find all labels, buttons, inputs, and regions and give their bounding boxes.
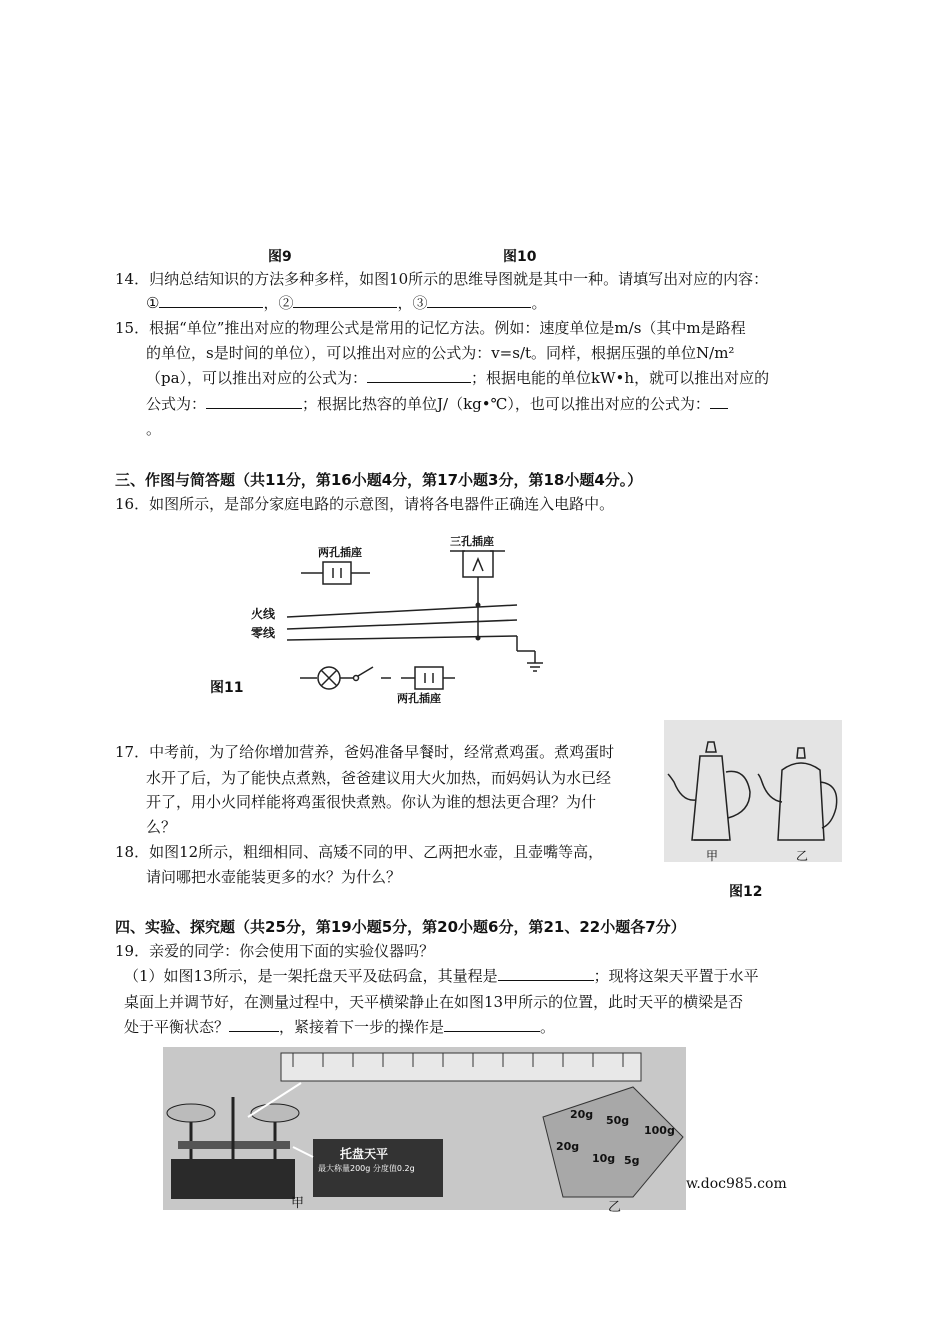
- q15-blank-heat[interactable]: [710, 394, 728, 409]
- fig12-jia-caption: 甲: [706, 849, 719, 863]
- q14-mark1: ①: [146, 294, 160, 312]
- fig13-weight-5: 10g: [592, 1152, 616, 1165]
- q15-blank-energy[interactable]: [206, 394, 302, 409]
- q19-line1: 19．亲爱的同学：你会使用下面的实验仪器吗？: [115, 942, 435, 960]
- figure-13-image: [163, 1047, 686, 1210]
- q19-blank-next-step[interactable]: [444, 1017, 540, 1032]
- q15-line4b: ；根据比热容的单位J/（kg•℃），也可以推出对应的公式为：: [302, 395, 710, 413]
- q14-blank3[interactable]: [427, 293, 531, 308]
- figure-10-label: 图10: [503, 249, 537, 265]
- balance-body: [167, 1097, 299, 1199]
- fig12-yi-caption: 乙: [796, 849, 809, 863]
- q19-part1b: ；现将这架天平置于水平: [593, 967, 759, 985]
- q15-line1: 15．根据“单位”推出对应的物理公式是常用的记忆方法。例如：速度单位是m/s（其中m是路程: [115, 319, 746, 337]
- q14-mark3: ，③: [397, 294, 428, 312]
- fig11-neutral-label: 零线: [251, 626, 276, 640]
- fig13-weight-3: 100g: [644, 1124, 675, 1137]
- q14-blank1[interactable]: [159, 293, 263, 308]
- q17-line3: 开了，用小火同样能将鸡蛋很快煮熟。你认为谁的想法更合理？为什: [146, 793, 597, 811]
- figure-11-label: 图11: [210, 680, 244, 696]
- fig13-weight-2: 50g: [606, 1114, 630, 1127]
- q19-part1a: （1）如图13所示，是一架托盘天平及砝码盒，其量程是: [124, 967, 498, 985]
- q19-line4: [124, 1017, 555, 1037]
- fig11-two-hole-top-label: 两孔插座: [318, 546, 362, 559]
- section-3-title: 三、作图与简答题（共11分，第16小题4分，第17小题3分，第18小题4分。）: [115, 471, 643, 489]
- q17-line4: 么？: [146, 818, 177, 836]
- source-watermark: w.doc985.com: [686, 1176, 787, 1192]
- q15-line3a: （pa），可以推出对应的公式为：: [146, 369, 368, 387]
- fig13-yi-caption: 乙: [608, 1200, 622, 1215]
- q15-line5: 。: [146, 420, 162, 438]
- figure-9-label: 图9: [268, 249, 292, 265]
- q14-line2: [146, 293, 547, 313]
- q15-line4: [146, 394, 728, 414]
- q14-line1: 14．归纳总结知识的方法多种多样，如图10所示的思维导图就是其中一种。请填写出对应的内容：: [115, 270, 769, 288]
- section-4-title: 四、实验、探究题（共25分，第19小题5分，第20小题6分，第21、22小题各7分）: [115, 918, 686, 936]
- q15-line4a: 公式为：: [146, 395, 207, 413]
- fig13-weight-4: 20g: [556, 1140, 580, 1153]
- q19-blank-range[interactable]: [498, 966, 594, 981]
- q17-line1: 17．中考前，为了给你增加营养，爸妈准备早餐时，经常煮鸡蛋。煮鸡蛋时: [115, 743, 615, 761]
- q14-blank2[interactable]: [293, 293, 397, 308]
- q19-blank-balance[interactable]: [229, 1017, 279, 1032]
- fig13-plate-title: 托盘天平: [340, 1147, 389, 1161]
- q19-line4b: ，紧接着下一步的操作是: [279, 1018, 445, 1036]
- kettle-drawing: [664, 720, 842, 862]
- fig13-weight-6: 5g: [624, 1154, 640, 1167]
- q17-line2: 水开了后，为了能快点煮熟，爸爸建议用大火加热，而妈妈认为水已经: [146, 769, 612, 787]
- q19-line2: [124, 966, 759, 986]
- q19-line3: 桌面上并调节好，在测量过程中，天平横梁静止在如图13甲所示的位置，此时天平的横梁是否: [124, 993, 744, 1011]
- balance-drawing: [163, 1047, 686, 1210]
- fig11-two-hole-bottom-label: 两孔插座: [397, 692, 441, 705]
- q18-line1: 18．如图12所示，粗细相同、高矮不同的甲、乙两把水壶，且壶嘴等高，: [115, 843, 604, 861]
- q14-mark2: ，②: [263, 294, 294, 312]
- q19-line4a: 处于平衡状态？: [124, 1018, 230, 1036]
- q15-blank-pressure[interactable]: [367, 368, 471, 383]
- figure-12-image: [664, 720, 842, 862]
- fig13-jia-caption: 甲: [291, 1196, 305, 1211]
- q14-end: 。: [531, 294, 547, 312]
- q19-line4c: 。: [540, 1018, 556, 1036]
- ruler: [281, 1053, 641, 1081]
- q15-line3: [146, 368, 769, 388]
- fig13-plate-sub: 最大称量200g 分度值0.2g: [318, 1164, 415, 1173]
- figure-12-label: 图12: [729, 884, 763, 900]
- fig11-live-label: 火线: [251, 607, 276, 621]
- q15-line3b: ；根据电能的单位kW•h，就可以推出对应的: [471, 369, 770, 387]
- q18-line2: 请问哪把水壶能装更多的水？为什么？: [146, 868, 402, 886]
- fig11-three-hole-label: 三孔插座: [450, 535, 494, 548]
- q15-line2: 的单位，s是时间的单位），可以推出对应的公式为：v=s/t。同样，根据压强的单位N/m²: [146, 344, 735, 362]
- fig13-weight-1: 20g: [570, 1108, 594, 1121]
- q16-text: 16．如图所示，是部分家庭电路的示意图，请将各电器件正确连入电路中。: [115, 495, 615, 513]
